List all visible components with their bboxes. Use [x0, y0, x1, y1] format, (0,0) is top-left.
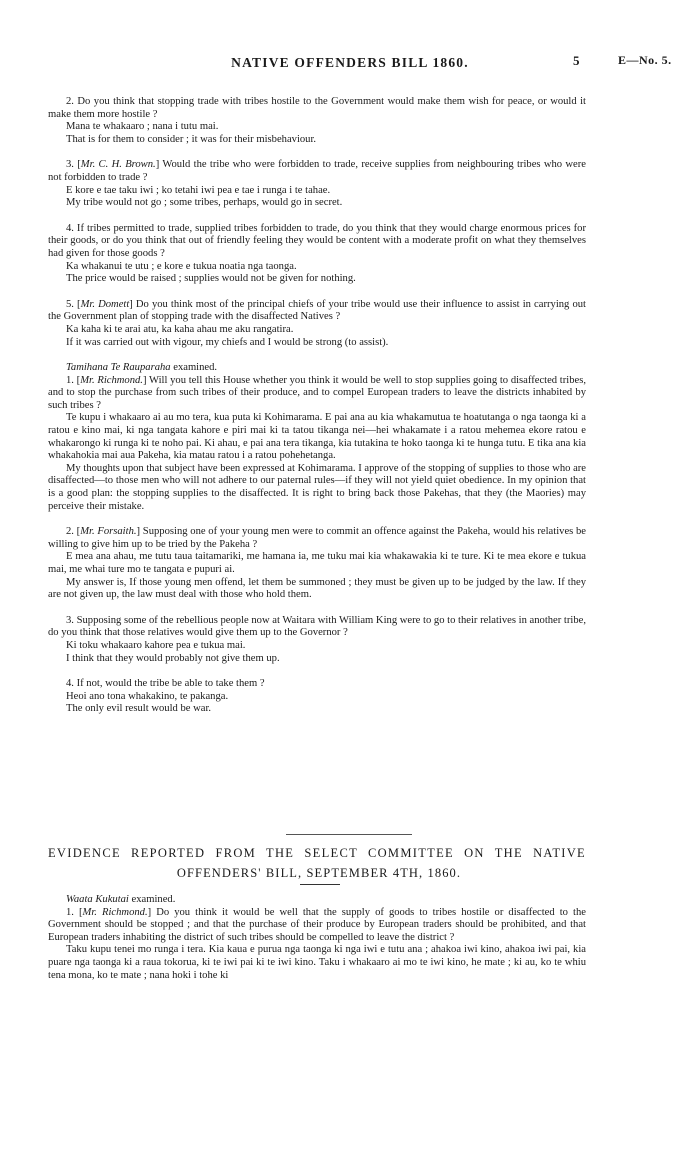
speaker-name: Mr. Forsaith.	[80, 526, 137, 538]
question-block	[48, 299, 586, 349]
witness-suffix: examined.	[170, 362, 218, 374]
question-number: 5. [	[66, 298, 81, 310]
english-answer: I think that they would probably not give them up.	[66, 652, 280, 664]
english-answer: My thoughts upon that subject have been expressed at Kohimarama. I approve of the stopping of supplies to those who are disaffected—to those men who will not adhere to our paternal rules—if they will not yield quiet obedience. In my opinion that is a good plan: the stopping supplies to the disaffected. It is right to bring back those Pakehas, that they (the Maories) may perceive their mistake.	[48, 462, 586, 512]
question-block	[48, 362, 586, 513]
paper-code: E—No. 5.	[618, 53, 672, 67]
maori-answer: Heoi ano tona whakakino, te pakanga.	[66, 690, 229, 702]
speaker-name: Mr. C. H. Brown.	[80, 159, 156, 171]
english-answer: The price would be raised ; supplies would not be given for nothing.	[66, 273, 356, 285]
question-block	[48, 223, 586, 286]
question-body: ] Would the tribe who were forbidden to trade, receive supplies from neighbouring tribes who were not forbidden to trade ?	[48, 159, 586, 183]
maori-answer: Ka kaha ki te arai atu, ka kaha ahau me aku rangatira.	[66, 323, 294, 335]
witness-name: Tamihana Te Rauparaha	[66, 362, 171, 374]
maori-answer: Taku kupu tenei mo runga i tera. Kia kaua e purua nga taonga ki nga iwi e tutu ana ; ahakoa iwi kino, ahakoa iwi pai, kia puare nga taonga ki a raua tokorua, ki te iwi pai ki te iwi kino. Taku i whakaaro ai mo te iwi kino, he mate ; ki au, ko te whiu tena mona, ko te mate ; nana hoki i tohe ki	[48, 944, 586, 981]
maori-answer: Te kupu i whakaaro ai au mo tera, kua puta ki Kohimarama. E pai ana au kia whakamutua te hoatutanga o nga taonga ki a ratou e kino mai, ki nga tangata kahore e piri mai ki ta tatou tikanga nei—hei whakamate i a ratou mehemea ekore ratou e whakarongo ki runga ki te noho pai. Ki ahau, e pai ana tera tikanga, kia tutakina te hoko taonga ki te hunga tutu. E tika ana kia whakahokia mai aua Pakeha, kia matau ratou i a ratou pohehetanga.	[48, 412, 586, 462]
english-answer: My answer is, If those young men offend, let them be summoned ; they must be given up to be judged by the law. If they are not given up, the law must deal with those who hold them.	[48, 576, 586, 601]
question-number: 1. [	[66, 374, 81, 386]
question-block	[48, 678, 586, 716]
evidence-heading-line2: OFFENDERS' BILL, SEPTEMBER 4TH, 1860.	[176, 866, 462, 880]
speaker-name: Mr. Richmond.	[82, 906, 148, 918]
question-body: ] Will you tell this House whether you think it would be well to stop supplies going to disaffected tribes, and to stop the purchase from such tribes of their produce, and to compel European traders to leave the districts inhabited by such tribes ?	[48, 374, 586, 411]
maori-answer: Ka whakanui te utu ; e kore e tukua noatia nga taonga.	[66, 260, 297, 272]
english-answer: The only evil result would be war.	[66, 703, 212, 715]
question-text: 4. If tribes permitted to trade, supplied tribes forbidden to trade, do you think that they would charge enormous prices for their goods, or do you think that out of friendly feeling they would be content with a moderate profit on what they themselves had given for those goods ?	[48, 222, 586, 259]
maori-answer: E kore e tae taku iwi ; ko tetahi iwi pea e tae i runga i te tahae.	[66, 184, 331, 196]
english-answer: My tribe would not go ; some tribes, perhaps, would go in secret.	[66, 197, 343, 209]
question-body: ] Do you think it would be well that the supply of goods to tribes hostile or disaffected to the Government should be stopped ; and that the purchase of their produce by European traders should be prohibited, and that European traders inhabiting the district of such tribes should be compelled to leave the district ?	[48, 906, 586, 943]
question-number: 2. [	[66, 526, 81, 538]
english-answer: If it was carried out with vigour, my chiefs and I would be strong (to assist).	[66, 336, 389, 348]
question-body: ] Do you think most of the principal chiefs of your tribe would use their influence to assist in carrying out the Government plan of stopping trade with the disaffected Natives ?	[48, 298, 586, 323]
speaker-name: Mr. Richmond.	[80, 374, 143, 386]
maori-answer: Ki toku whakaaro kahore pea e tukua mai.	[66, 639, 246, 651]
question-text	[48, 526, 586, 551]
english-answer: That is for them to consider ; it was for their misbehaviour.	[66, 133, 317, 145]
page-title: NATIVE OFFENDERS BILL 1860.	[231, 55, 469, 70]
question-text	[48, 159, 586, 184]
question-block	[48, 526, 586, 602]
maori-answer: Mana te whakaaro ; nana i tutu mai.	[66, 121, 219, 133]
question-text: 3. Supposing some of the rebellious people now at Waitara with William King were to go to their relatives in another tribe, do you think that those relatives would give them up to the Governor ?	[48, 614, 586, 639]
question-body: ] Supposing one of your young men were to commit an offence against the Pakeha, would his relatives be willing to give him up to be tried by the Pakeha ?	[48, 526, 587, 550]
witness-line	[48, 362, 586, 375]
question-text	[48, 375, 586, 413]
witness-line	[48, 894, 586, 907]
question-number: 3. [	[66, 159, 81, 171]
heading-rule	[300, 884, 340, 885]
question-block	[48, 615, 586, 665]
maori-answer: E mea ana ahau, me tutu taua taitamariki, me hamana ia, me tuku mai kia whakawakia ki te ture. Ki te mea ekore e tukua mai, me whai ture mo te tangata e pupuri ai.	[48, 551, 586, 575]
question-text	[48, 907, 586, 945]
question-text: 2. Do you think that stopping trade with tribes hostile to the Government would make them wish for peace, or would it make them more hostile ?	[48, 96, 586, 120]
question-text	[48, 299, 586, 324]
witness-suffix: examined.	[128, 894, 176, 905]
main-text	[48, 96, 586, 729]
section-divider	[286, 834, 412, 835]
question-block	[48, 159, 586, 209]
evidence-heading-line1: EVIDENCE REPORTED FROM THE SELECT COMMITTEE ON THE NATIVE	[48, 846, 586, 860]
question-text: 4. If not, would the tribe be able to take them ?	[66, 678, 265, 690]
question-block	[48, 96, 586, 146]
speaker-name: Mr. Domett	[80, 298, 130, 310]
question-number: 1. [	[66, 906, 83, 918]
page-number: 5	[573, 53, 580, 68]
witness-name: Waata Kukutai	[66, 894, 129, 905]
evidence-text	[48, 894, 586, 982]
